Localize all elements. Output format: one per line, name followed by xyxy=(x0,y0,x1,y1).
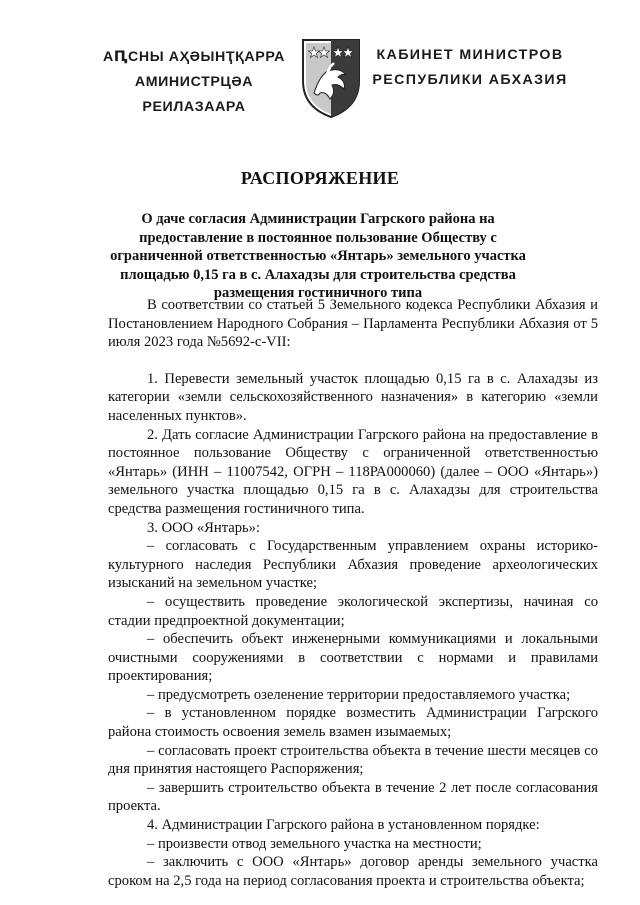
item-3-dash-4: – предусмотреть озеленение территории предоставляемого участка; xyxy=(147,686,571,703)
abkhaz-header xyxy=(94,45,294,120)
item-4: 4. Администрации Гагрского района в установленном порядке: xyxy=(147,817,540,834)
state-emblem-icon xyxy=(300,37,362,119)
item-2: 2. Дать согласие Администрации Гагрского района на предоставление в постоянное пользование Обществу с ограниченной ответственностью «Янтарь» (ИНН – 11007542, ОГРН – 118РА000060) (далее – ООО «Янтарь») земельного участка площадью 0,15 га в с. Алахадзы для строительства средства размещения гостиничного типа. xyxy=(108,426,598,517)
abkhaz-header-line2: АМИНИСТРЦӘА РЕИЛАЗААРА xyxy=(134,74,254,115)
item-3-dash-7: – завершить строительство объекта в течение 2 лет после согласования проекта. xyxy=(108,779,598,815)
item-3-dash-6: – согласовать проект строительства объекта в течение шести месяцев со дня принятия настоящего Распоряжения; xyxy=(108,742,598,778)
preamble-paragraph: В соответствии со статьей 5 Земельного кодекса Республики Абхазия и Постановлением Народного Собрания – Парламента Республики Абхазия от 5 июля 2023 года №5692-с-VII: xyxy=(108,297,598,351)
document-body xyxy=(108,296,598,890)
item-3-dash-1: – согласовать с Государственным управлением охраны историко-культурного наследия Республики Абхазия проведение археологических изысканий на земельном участке; xyxy=(108,538,598,592)
russian-header-line1: КАБИНЕТ МИНИСТРОВ xyxy=(376,47,564,63)
document-subject: О даче согласия Администрации Гагрского района на предоставление в постоянное пользование Обществу с ограниченной ответственностью «Янтарь» земельного участка площадью 0,15 га в с. Алахадзы для строительства средства размещения гостиничного типа xyxy=(110,211,526,302)
item-1: 1. Перевести земельный участок площадью 0,15 га в с. Алахадзы из категории «земли сельскохозяйственного назначения» в категорию «земли населенных пунктов». xyxy=(108,370,598,424)
item-3: 3. ООО «Янтарь»: xyxy=(147,519,261,536)
item-3-dash-5: – в установленном порядке возместить Администрации Гагрского района стоимость освоения земель взамен изымаемых; xyxy=(108,705,598,741)
item-3-dash-2: – осуществить проведение экологической экспертизы, начиная со стадии предпроектной документации; xyxy=(108,593,598,629)
item-4-dash-1: – произвести отвод земельного участка на местности; xyxy=(147,835,482,852)
item-3-dash-3: – обеспечить объект инженерными коммуникациями и локальными очистными сооружениями в соответствии с нормами и правилами проектирования; xyxy=(108,631,598,685)
abkhaz-header-line1: АԤСНЫ АҲӘЫНҬҚАРРА xyxy=(103,49,285,65)
item-4-dash-2: – заключить с ООО «Янтарь» договор аренды земельного участка сроком на 2,5 года на период согласования проекта и строительства объекта; xyxy=(108,854,598,889)
russian-header-line2: РЕСПУБЛИКИ АБХАЗИЯ xyxy=(372,72,568,88)
russian-header xyxy=(370,43,570,93)
document-title: РАСПОРЯЖЕНИЕ xyxy=(240,168,400,188)
